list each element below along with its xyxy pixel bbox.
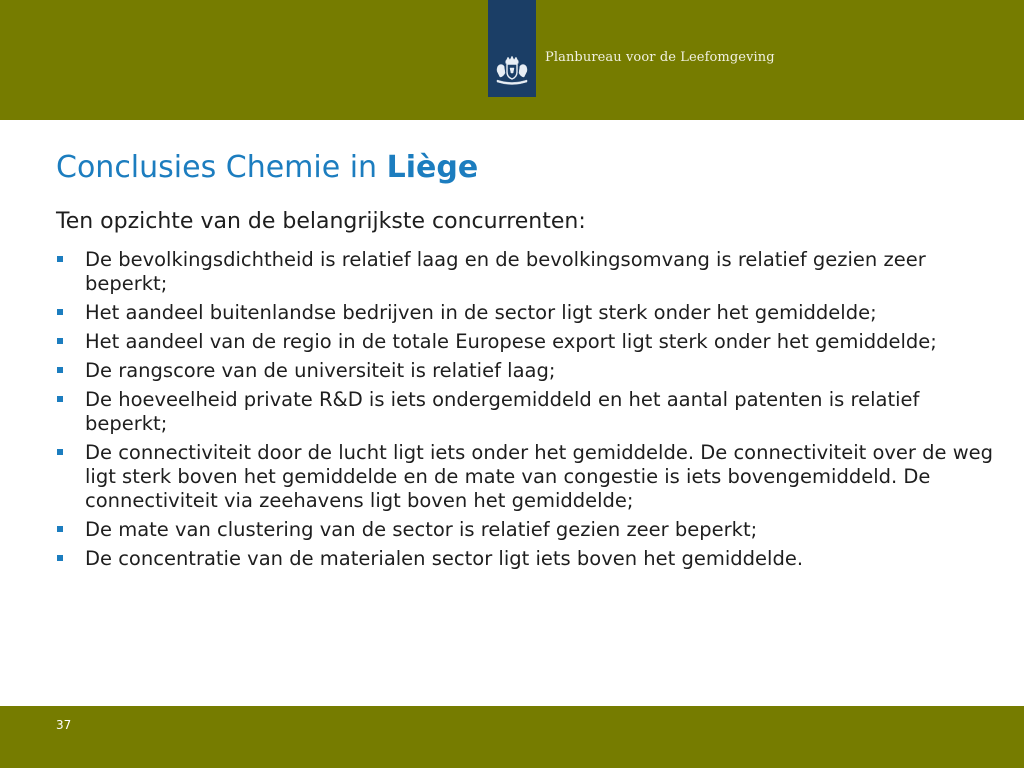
bullet-square-icon: [57, 367, 63, 373]
title-regular: Conclusies Chemie in: [56, 150, 387, 185]
footer-bar: [0, 706, 1024, 768]
bullet-item: [56, 518, 1006, 542]
slide-intro: Ten opzichte van de belangrijkste concurrenten:: [56, 209, 586, 234]
bullet-text: De rangscore van de universiteit is relatief laag;: [85, 359, 556, 382]
bullet-text: De hoeveelheid private R&D is iets ondergemiddeld en het aantal patenten is relatief beperkt;: [85, 388, 920, 435]
royal-coat-of-arms-icon: [492, 53, 532, 87]
bullet-square-icon: [57, 449, 63, 455]
bullet-square-icon: [57, 396, 63, 402]
bullet-item: [56, 547, 1006, 571]
bullet-list: [56, 248, 1006, 576]
bullet-text: De bevolkingsdichtheid is relatief laag en de bevolkingsomvang is relatief gezien zeer beperkt;: [85, 248, 926, 295]
organization-name: Planbureau voor de Leefomgeving: [545, 50, 775, 65]
bullet-item: [56, 359, 1006, 383]
bullet-item: [56, 330, 1006, 354]
title-bold: Liège: [386, 150, 479, 185]
bullet-item: [56, 388, 1006, 436]
page-number: 37: [56, 718, 72, 732]
bullet-square-icon: [57, 256, 63, 262]
logo-block: [488, 0, 536, 97]
slide-title: [56, 146, 478, 190]
bullet-item: [56, 301, 1006, 325]
bullet-square-icon: [57, 309, 63, 315]
bullet-text: De mate van clustering van de sector is relatief gezien zeer beperkt;: [85, 518, 758, 541]
bullet-square-icon: [57, 526, 63, 532]
bullet-text: Het aandeel buitenlandse bedrijven in de sector ligt sterk onder het gemiddelde;: [85, 301, 877, 324]
header-bar: [0, 0, 1024, 120]
bullet-square-icon: [57, 338, 63, 344]
bullet-text: Het aandeel van de regio in de totale Europese export ligt sterk onder het gemiddelde;: [85, 330, 937, 353]
bullet-square-icon: [57, 555, 63, 561]
bullet-item: [56, 248, 1006, 296]
bullet-text: De connectiviteit door de lucht ligt iets onder het gemiddelde. De connectiviteit over de weg ligt sterk boven het gemiddelde en de mate van congestie is iets bovengemiddeld. De connectiviteit via zeehavens ligt boven het gemiddelde;: [85, 441, 994, 512]
bullet-text: De concentratie van de materialen sector ligt iets boven het gemiddelde.: [85, 547, 804, 570]
bullet-item: [56, 441, 1006, 513]
